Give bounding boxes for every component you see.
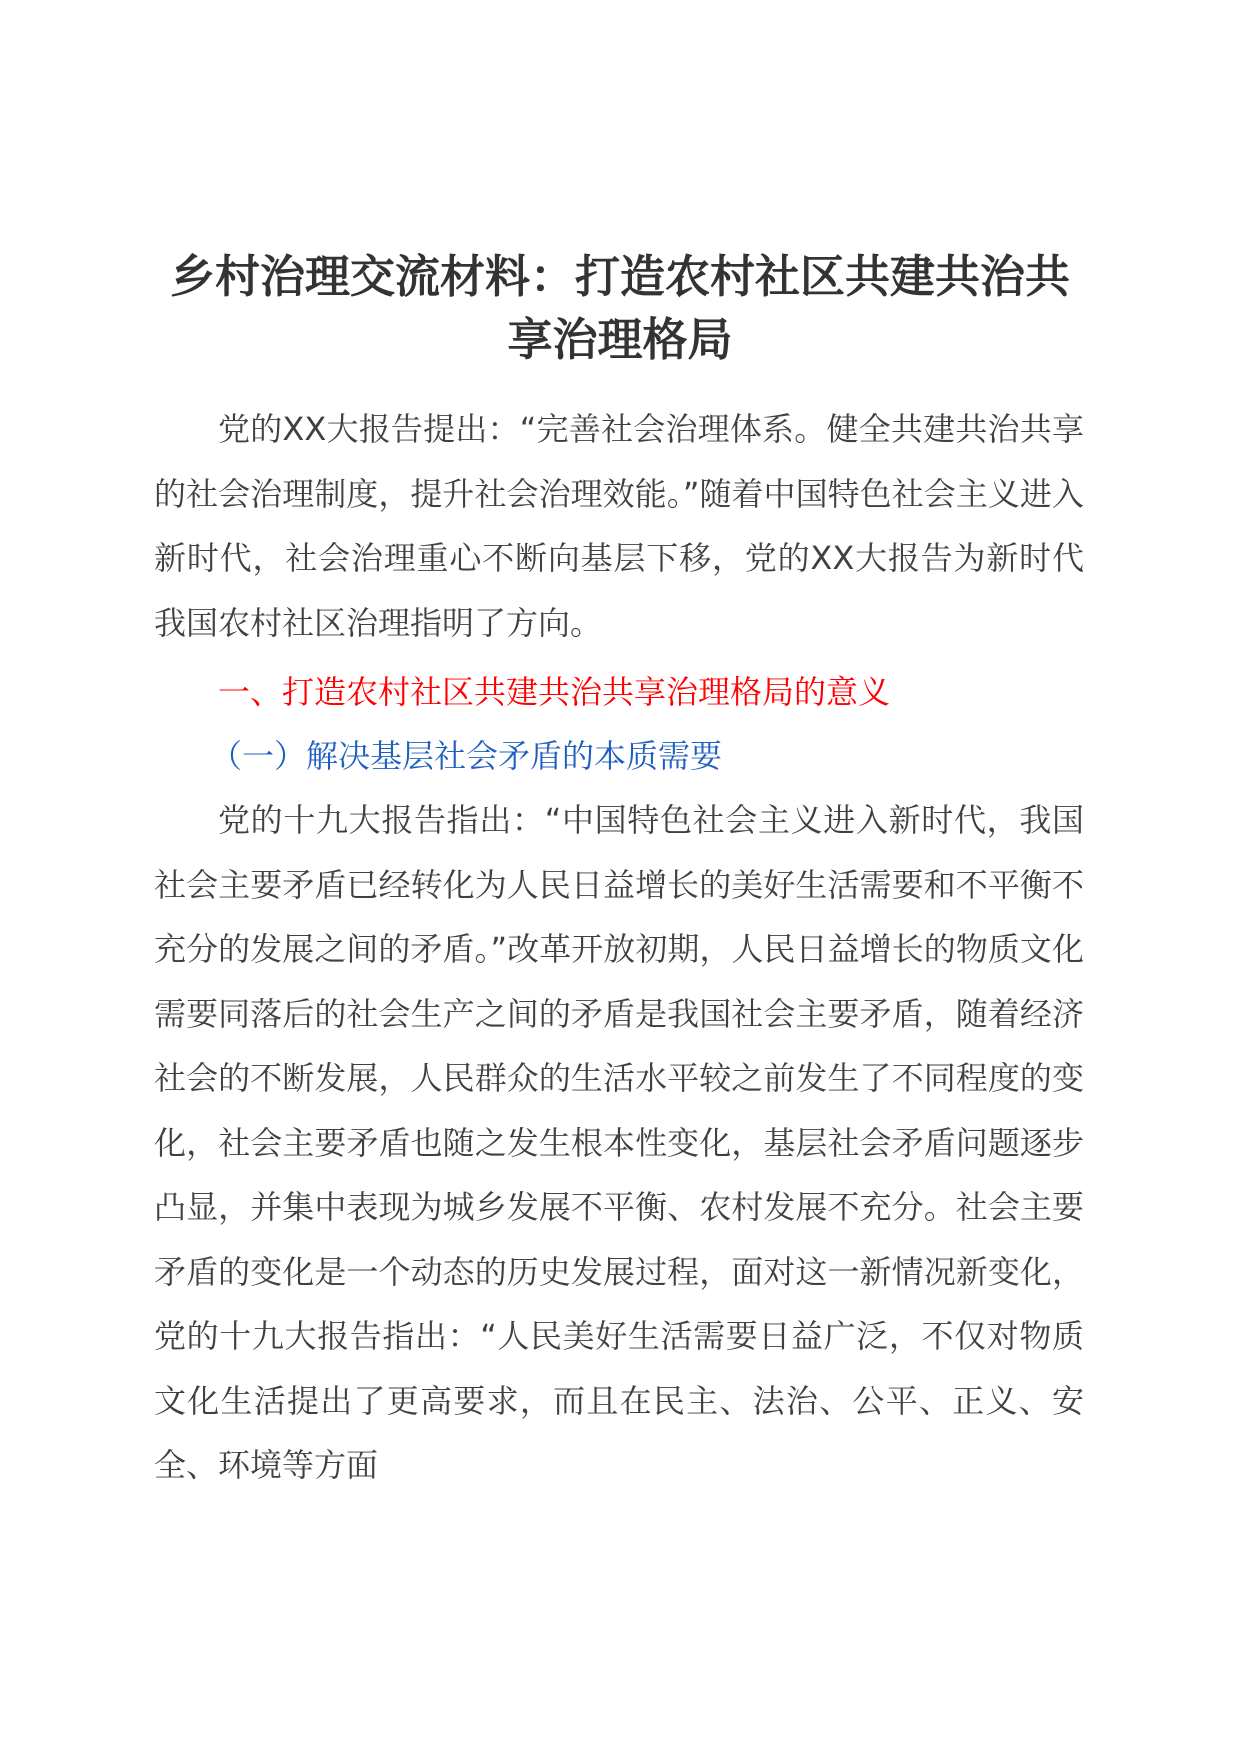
- section-paragraph: 党的十九大报告指出：“中国特色社会主义进入新时代，我国社会主要矛盾已经转化为人民日益增长的美好生活需要和不平衡不充分的发展之间的矛盾。”改革开放初期，人民日益增长的物质文化需要同落后的社会生产之间的矛盾是我国社会主要矛盾，随着经济社会的不断发展，人民群众的生活水平较之前发生了不同程度的变化，社会主要矛盾也随之发生根本性变化，基层社会矛盾问题逐步凸显，并集中表现为城乡发展不平衡、农村发展不充分。社会主要矛盾的变化是一个动态的历史发展过程，面对这一新情况新变化，党的十九大报告指出：“人民美好生活需要日益广泛，不仅对物质文化生活提出了更高要求，而且在民主、法治、公平、正义、安全、环境等方面: [154, 801, 1084, 1484]
- section-heading-1: 一、打造农村社区共建共治共享治理格局的意义: [218, 673, 891, 711]
- subsection-heading-1: （一）解决基层社会矛盾的本质需要: [210, 737, 723, 775]
- document-title: 乡村治理交流材料：打造农村社区共建共治共享治理格局: [169, 250, 1070, 366]
- intro-paragraph: 党的XX大报告提出：“完善社会治理体系。健全共建共治共享的社会治理制度，提升社会治理效能。”随着中国特色社会主义进入新时代，社会治理重心不断向基层下移，党的XX大报告为新时代我国农村社区治理指明了方向。: [154, 410, 1084, 642]
